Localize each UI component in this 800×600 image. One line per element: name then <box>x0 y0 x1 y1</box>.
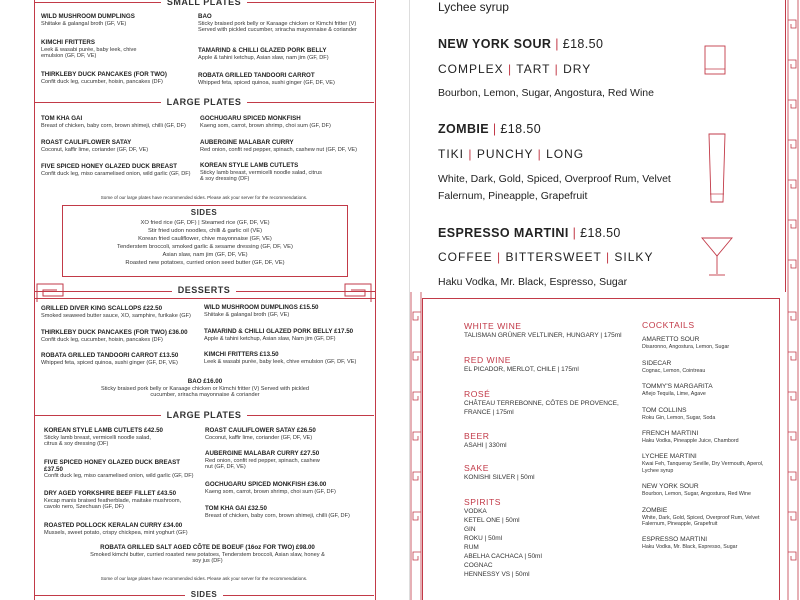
menu-item: ROBATA GRILLED TANDOORI CARROT Whipped feta, spiced quinoa, sushi ginger (GF, DF, VE) <box>198 72 335 86</box>
small-plates-heading: SMALL PLATES <box>34 0 374 7</box>
cocktail-title: ZOMBIE | £18.50 <box>438 122 542 136</box>
drink-section: BEER ASAHI | 330ml <box>464 431 507 449</box>
cocktail-tags: COFFEE | BITTERSWEET | SILKY <box>438 250 654 264</box>
drink-section: SPIRITS VODKA KETEL ONE | 50ml GIN ROKU | 50ml RUM ABELHA CACHACA | 50ml COGNAC HENNESSY VS | 50ml <box>464 497 542 578</box>
cocktail-feature-page <box>410 0 800 292</box>
large-plates-note: Some of our large plates have recommended sides. Please ask your server for the recommendations. <box>100 195 308 200</box>
menu-item: FIVE SPICED HONEY GLAZED DUCK BREAST Confit duck leg, miso caramelised onion, wild garlic (GF, DF) <box>41 163 191 177</box>
cocktail-tags: COMPLEX | TART | DRY <box>438 62 592 76</box>
menu-item: WILD MUSHROOM DUMPLINGS Shiitake & galangal broth (GF, VE) <box>41 13 135 27</box>
menu-item: KOREAN STYLE LAMB CUTLETS Sticky lamb breast, vermicelli noodle salad, citrus & soy dressing (DF) <box>200 162 322 183</box>
menu-item: KIMCHI FRITTERS £13.50 Leek & wasabi purée, baby leek, chive emulsion (GF, DF, VE) <box>204 351 357 365</box>
menu-item: TOM KHA GAI £32.50 Breast of chicken, baby corn, brown shimeji, chilli (GF, DF) <box>205 505 350 519</box>
cocktail-tags: TIKI | PUNCHY | LONG <box>438 147 585 161</box>
menu-item: DRY AGED YORKSHIRE BEEF FILLET £43.50 Kecap manis braised featherblade, maitake mushroom, cavolo nero, Szechuan (GF, DF) <box>44 490 182 511</box>
menu-item: WILD MUSHROOM DUMPLINGS £15.50 Shiitake & galangal broth (GF, VE) <box>204 304 319 318</box>
menu-item-cote-de-boeuf: ROBATA GRILLED SALT AGED CÔTE DE BOEUF (16oz FOR TWO) £98.00 Smoked kimchi butter, curried roasted new potatoes, Tenderstem broccoli, Asian slaw, honey & soy jus (DF) <box>90 544 325 565</box>
menu-item: ROAST CAULIFLOWER SATAY £26.50 Coconut, kaffir lime, coriander (GF, DF, VE) <box>205 427 316 441</box>
menu-item: TAMARIND & CHILLI GLAZED PORK BELLY Apple & tahini ketchup, Asian slaw, nam jim (GF, DF) <box>198 47 329 61</box>
greek-key-border <box>787 292 799 600</box>
highball-glass-icon <box>707 132 727 206</box>
lychee-ingredients: Lychee syrup <box>438 0 509 14</box>
menu-item: KOREAN STYLE LAMB CUTLETS £42.50 Sticky lamb breast, vermicelli noodle salad, citrus & soy dressing (DF) <box>44 427 163 448</box>
menu-item: ROASTED POLLOCK KERALAN CURRY £34.00 Mussels, sweet potato, crispy chickpea, mint yoghurt (GF) <box>44 522 188 536</box>
large-plates-heading: LARGE PLATES <box>34 410 374 420</box>
drink-section: ROSÉ CHÂTEAU TERREBONNE, CÔTES DE PROVENCE, FRANCE | 175ml <box>464 389 619 416</box>
menu-item: GOCHUGARU SPICED MONKFISH £36.00 Kaeng som, carrot, brown shrimp, choi sum (GF, DF) <box>205 481 336 495</box>
large-plates-heading: LARGE PLATES <box>34 97 374 107</box>
cocktail-title: NEW YORK SOUR | £18.50 <box>438 37 604 51</box>
drinks-menu-page <box>410 292 800 600</box>
greek-key-ornament <box>343 282 373 304</box>
menu-item: GRILLED DIVER KING SCALLOPS £22.50 Smoked seaweed butter sauce, XO, samphire, furikake (GF) <box>41 305 191 319</box>
menu-item: TAMARIND & CHILLI GLAZED PORK BELLY £17.50 Apple & tahini ketchup, Asian slaw, Nam jim (GF, DF) <box>204 328 354 342</box>
menu-item: KIMCHI FRITTERS Leek & wasabi purée, baby leek, chive emulsion (GF, DF, VE) <box>41 39 137 60</box>
drink-section: RED WINE EL PICADOR, MERLOT, CHILE | 175ml <box>464 355 579 373</box>
greek-key-border <box>787 0 799 292</box>
menu-item: BAO Sticky braised pork belly or Karaage chicken or Kimchi fritter (V) Served with pickled cucumber, sriracha mayonnaise & coriander <box>198 13 357 34</box>
desserts-heading: DESSERTS <box>34 285 374 295</box>
menu-item: GOCHUGARU SPICED MONKFISH Kaeng som, carrot, brown shrimp, choi sum (GF, DF) <box>200 115 331 129</box>
cocktail-ingredients: Bourbon, Lemon, Sugar, Angostura, Red Wine <box>438 87 654 99</box>
greek-key-border <box>410 292 422 600</box>
menu-item: TOM KHA GAI Breast of chicken, baby corn, brown shimeji, chilli (GF, DF) <box>41 115 186 129</box>
drink-section: SAKE KONISHI SILVER | 50ml <box>464 463 535 481</box>
large-plates-note: Some of our large plates have recommended sides. Please ask your server for the recommendations. <box>100 576 308 581</box>
martini-glass-icon <box>700 234 734 278</box>
menu-item: AUBERGINE MALABAR CURRY Red onion, confit red pepper, spinach, cashew nut (GF, DF, VE) <box>200 139 358 153</box>
menu-item: AUBERGINE MALABAR CURRY £27.50 Red onion, confit red pepper, spinach, cashew nut (GF, DF, VE) <box>205 450 320 471</box>
cocktail-ingredients: Haku Vodka, Mr. Black, Espresso, Sugar <box>438 276 628 288</box>
menu-item: THIRKLEBY DUCK PANCAKES (FOR TWO) Confit duck leg, cucumber, hoisin, pancakes (DF) <box>41 71 167 85</box>
sides-heading: SIDES <box>34 590 374 599</box>
cocktail-ingredients: White, Dark, Gold, Spiced, Overproof Rum, Velvet Falernum, Pineapple, Grapefruit <box>438 173 671 202</box>
drink-section: WHITE WINE TALISMAN GRÜNER VELTLINER, HUNGARY | 175ml <box>464 321 622 339</box>
menu-item: ROAST CAULIFLOWER SATAY Coconut, kaffir lime, coriander (GF, DF, VE) <box>41 139 149 153</box>
menu-item: ROBATA GRILLED TANDOORI CARROT £13.50 Whipped feta, spiced quinoa, sushi ginger (GF, DF, VE) <box>41 352 179 366</box>
rocks-glass-icon <box>703 44 727 76</box>
greek-key-ornament <box>35 282 65 304</box>
menu-item-bao: BAO £16.00 Sticky braised pork belly or Karaage chicken or Kimchi fritter (V) Served with pickled cucumber, sriracha mayonnaise & coriander <box>101 378 309 399</box>
cocktail-title: ESPRESSO MARTINI | £18.50 <box>438 226 621 240</box>
page-divider <box>409 0 410 600</box>
sides-list: XO fried rice (GF, DF) | Steamed rice (GF, DF, VE) Stir fried udon noodles, chilli & garlic oil (VE) Korean fried cauliflower, chive mayonnaise (GF, VE) Tenderstem broccoli, smoked garlic & sesame dressing (GF, DF, VE) Asian slaw, nam jim (GF, DF, VE) Roasted new potatoes, curried onion seed butter (GF, DF, VE) <box>117 220 293 266</box>
cocktails-list: COCKTAILS AMARETTO SOUR Disaronno, Angostura, Lemon, Sugar SIDECAR Cognac, Lemon, Cointreau TOMMY'S MARGARITA Añejo Tequila, Lime, Agave TOM COLLINS Roku Gin, Lemon, Sugar, Soda FRENCH MARTINI Haku Vodka, Pineapple Juice, Chambord LYCHEE MARTINI Kwai Feh, Tanqueray Seville, Dry Vermouth, Aperol, Lychee syrup NEW YORK SOUR Bourbon, Lemon, Sugar, Angostura, Red Wine ZOMBIE White, Dark, Gold, Spiced, Overproof Rum, Velvet Falernum, Pineapple, Grapefruit ESPRESSO MARTINI Haku Vodka, Mr. Black, Espresso, Sugar <box>642 320 764 551</box>
menu-item: THIRKLEBY DUCK PANCAKES (FOR TWO) £36.00 Confit duck leg, cucumber, hoisin, pancakes (DF) <box>41 329 188 343</box>
menu-item: FIVE SPICED HONEY GLAZED DUCK BREAST £37.50 Confit duck leg, miso caramelised onion, wild garlic (GF, DF) <box>44 459 194 480</box>
sides-heading: SIDES <box>190 208 218 217</box>
